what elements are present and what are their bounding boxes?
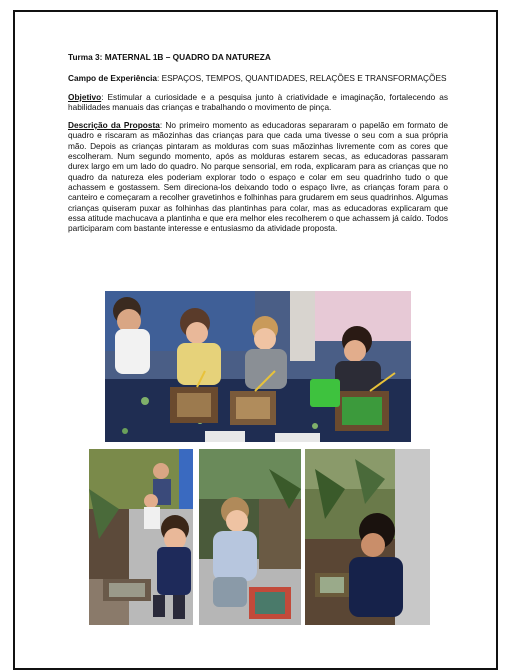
- objetivo-text: : Estimular a curiosidade e a pesquisa junto à criatividade e imaginação, fortalecendo as habilidades manuais das crianças e trabalhando o movimento de pinça.: [68, 91, 448, 112]
- descricao-text: : No primeiro momento as educadoras separaram o papelão em formato de quadro e riscaram as mãozinhas das crianças para que cada uma tivesse o seu com a sua própria mão. Depois as crianças pintaram as molduras com suas mãozinhas livremente com as cores que escolheram. Num segundo momento, após as molduras estarem secas, as educadoras passaram durex largo em um lado do quadro. No parque sensorial, em roda, explicaram para as crianças que no quadro da natureza eles poderiam explorar todo o espaço e colar em seu quadrinho tudo o que achassem e gostassem. Sem direciona-los deixando todo o espaço livre, as crianças foram para o canteiro e começaram a recolher gravetinhos e folhinhas para grudarem em seus quadrinhos. Algumas crianças quiseram puxar as folhinhas das plantinhas para colar, mas as educadoras explicaram que essa atitude machucava a plantinha e que era melhor eles recolherem o que achassem já caído. Todos participaram com bastante interesse e entusiasmo da atividade proposta.: [68, 120, 448, 234]
- objetivo-paragraph: [68, 92, 448, 113]
- document-page: [13, 10, 498, 670]
- descricao-label: Descrição da Proposta: [68, 120, 160, 131]
- descricao-paragraph: [68, 120, 448, 233]
- garden-photo-right: [305, 449, 430, 625]
- campo-label: Campo de Experiência: [68, 73, 157, 84]
- objetivo-label: Objetivo: [68, 91, 102, 102]
- document-title: Turma 3: MATERNAL 1B – QUADRO DA NATUREZA: [68, 52, 271, 62]
- children-at-table-photo: [105, 291, 411, 442]
- garden-photo-left: [89, 449, 193, 625]
- document-text: [68, 52, 448, 241]
- campo-experiencia: [68, 73, 448, 83]
- campo-value: : ESPAÇOS, TEMPOS, QUANTIDADES, RELAÇÕES E TRANSFORMAÇÕES: [157, 73, 447, 84]
- garden-photo-middle: [199, 449, 301, 625]
